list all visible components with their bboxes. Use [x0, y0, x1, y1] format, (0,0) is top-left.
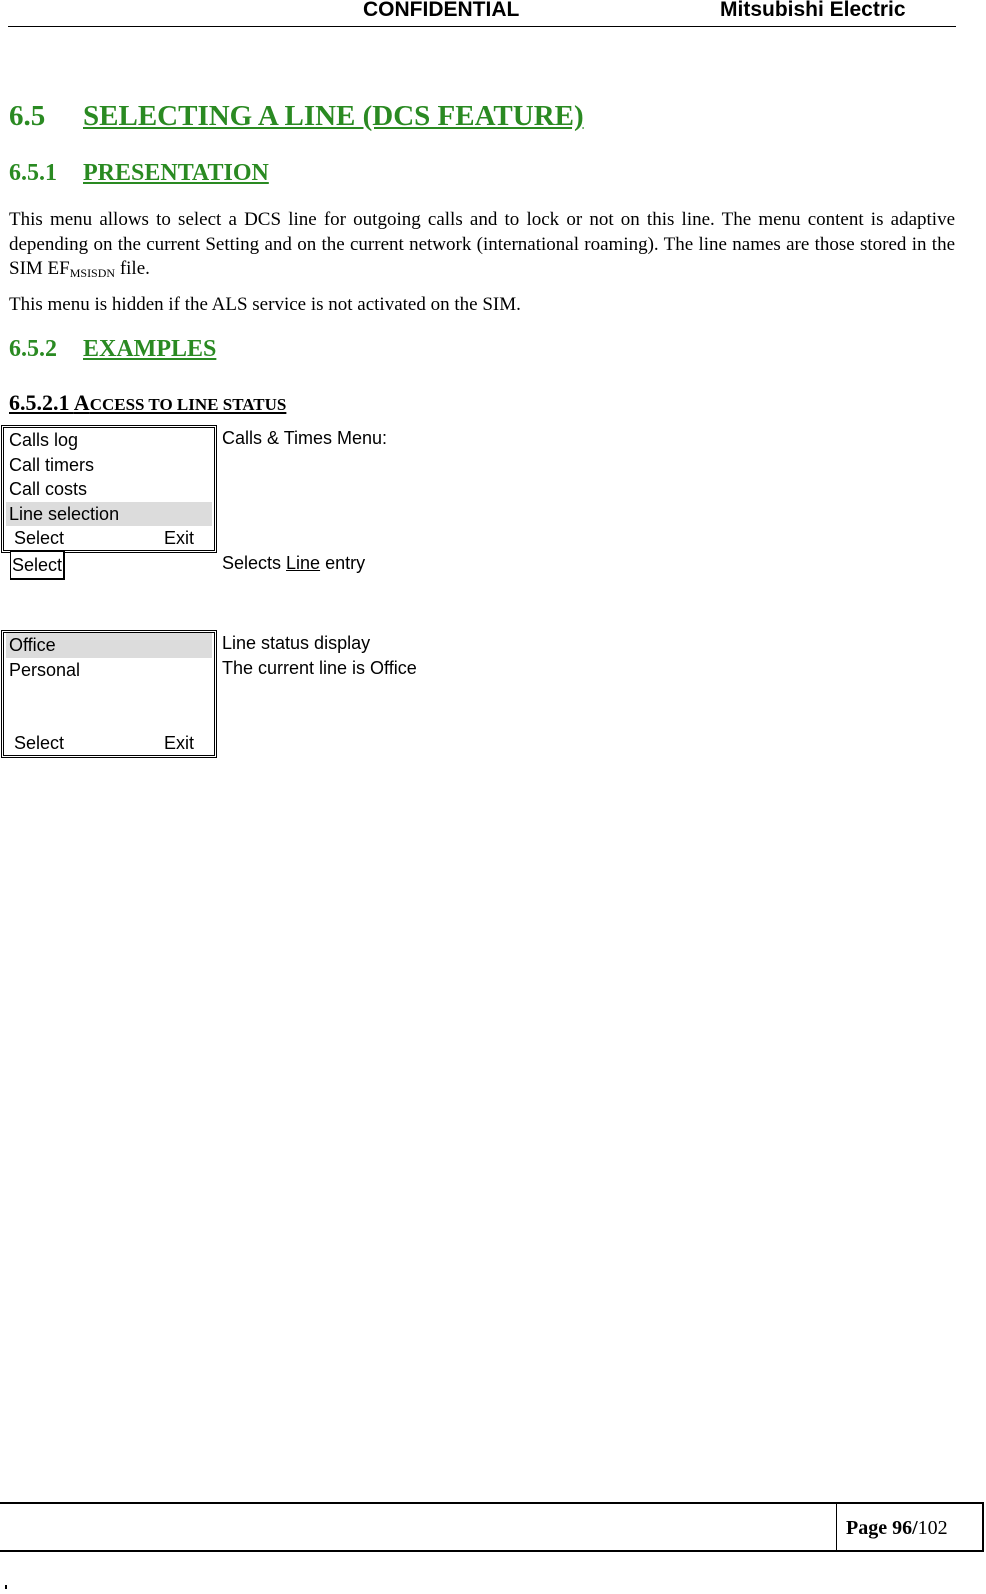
- phone-screen-calls-menu: [1, 425, 217, 553]
- menu-item-calls-log[interactable]: Calls log: [9, 430, 79, 450]
- key-desc-after: entry: [320, 553, 366, 573]
- softkey-select[interactable]: Select: [14, 528, 65, 548]
- line-item-office[interactable]: Office: [6, 633, 212, 658]
- softkey-bar: [4, 731, 214, 755]
- screen2-description-line2: The current line is Office: [222, 657, 417, 678]
- page-footer: [0, 1502, 984, 1552]
- page-label: Page 96/: [846, 1517, 918, 1539]
- subsection-heading: [9, 390, 286, 416]
- page-total: 102: [917, 1517, 948, 1539]
- examples-number: 6.5.2: [9, 336, 57, 362]
- section-number: 6.5: [9, 100, 46, 132]
- phone-screen-line-status: [1, 630, 217, 758]
- softkey-bar: [4, 526, 214, 550]
- menu-item-line-selection[interactable]: Line selection: [6, 502, 212, 527]
- softkey-select[interactable]: Select: [14, 733, 65, 753]
- menu-item-call-timers[interactable]: Call timers: [9, 454, 95, 475]
- presentation-title: PRESENTATION: [83, 160, 269, 186]
- select-key-button[interactable]: Select: [10, 551, 65, 580]
- subsection-first-letter: A: [73, 390, 90, 415]
- examples-title: EXAMPLES: [83, 336, 217, 362]
- tiny-mark: [5, 1585, 7, 1589]
- screen2-description: [222, 631, 417, 680]
- section-title: SELECTING A LINE (DCS FEATURE): [83, 100, 584, 132]
- hidden-note-paragraph: This menu is hidden if the ALS service is not activated on the SIM.: [9, 294, 521, 315]
- company-name: Mitsubishi Electric: [720, 0, 906, 21]
- empty-row: [4, 682, 214, 707]
- page-header: [8, 0, 956, 27]
- key-desc-before: Selects: [222, 553, 287, 573]
- para-text-end: file.: [115, 258, 150, 279]
- para-text: This menu allows to select a DCS line for outgoing calls and to lock or not on this line. The menu content is adaptive depending on the current Setting and on the current network (international roaming). The line names are those stored in the SIM EF: [9, 209, 955, 279]
- softkey-exit[interactable]: Exit: [164, 733, 195, 753]
- key-action-description: [222, 551, 365, 576]
- key-desc-underlined: Line: [286, 553, 321, 573]
- presentation-heading: [9, 160, 269, 187]
- presentation-number: 6.5.1: [9, 160, 57, 186]
- examples-heading: [9, 336, 216, 363]
- confidential-label: CONFIDENTIAL: [363, 0, 520, 21]
- subsection-number: 6.5.2.1: [9, 390, 70, 415]
- section-heading: [9, 100, 584, 133]
- footer-divider: [836, 1504, 837, 1550]
- line-item-personal[interactable]: Personal: [9, 659, 81, 680]
- presentation-paragraph: [9, 208, 955, 286]
- screen1-description: Calls & Times Menu:: [222, 428, 388, 448]
- menu-item-call-costs[interactable]: Call costs: [9, 479, 88, 499]
- screen2-description-line1: Line status display: [222, 633, 371, 653]
- subsection-rest: CCESS TO LINE STATUS: [89, 395, 287, 414]
- para-subscript: MSISDN: [69, 266, 116, 280]
- page-number: [846, 1517, 948, 1540]
- softkey-exit[interactable]: Exit: [164, 528, 195, 548]
- empty-row: [4, 707, 214, 732]
